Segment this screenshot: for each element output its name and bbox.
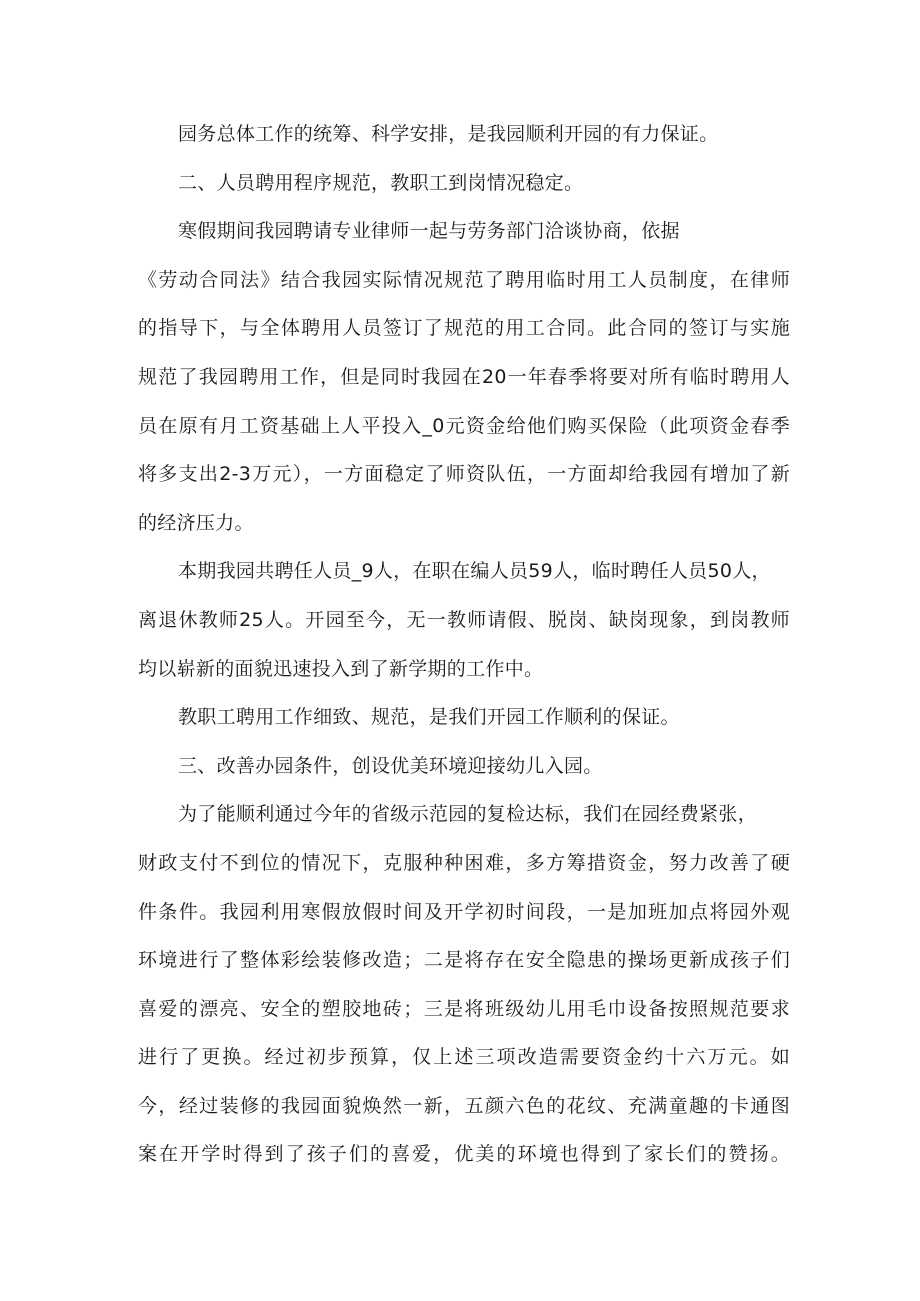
text-line: 的经济压力。	[138, 511, 254, 534]
text-line: 离退休教师25人。开园至今，无一教师请假、脱岗、缺岗现象，到岗教师	[138, 608, 790, 631]
text-line: 进行了更换。经过初步预算，仅上述三项改造需要资金约十六万元。如	[138, 1046, 790, 1069]
text-line: 均以崭新的面貌迅速投入到了新学期的工作中。	[138, 657, 544, 680]
section-heading-2: 二、人员聘用程序规范，教职工到岗情况稳定。	[178, 171, 584, 194]
document-body	[138, 110, 790, 1179]
text-line: 本期我园共聘任人员_9人，在职在编人员59人，临时聘任人员50人，	[178, 560, 771, 583]
text-line: 的指导下，与全体聘用人员签订了规范的用工合同。此合同的签订与实施	[138, 317, 790, 340]
text-line: 件条件。我园利用寒假放假时间及开学初时间段，一是加班加点将园外观	[138, 900, 790, 923]
text-line: 喜爱的漂亮、安全的塑胶地砖；三是将班级幼儿用毛巾设备按照规范要求	[138, 997, 790, 1020]
section-heading-3: 三、改善办园条件，创设优美环境迎接幼儿入园。	[178, 754, 603, 777]
text-line: 员在原有月工资基础上人平投入_0元资金给他们购买保险（此项资金春季	[138, 414, 790, 437]
text-line: 为了能顺利通过今年的省级示范园的复检达标，我们在园经费紧张，	[178, 803, 758, 826]
text-line: 园务总体工作的统筹、科学安排，是我园顺利开园的有力保证。	[178, 123, 719, 145]
text-line: 财政支付不到位的情况下，克服种种困难，多方筹措资金，努力改善了硬	[138, 851, 790, 874]
text-line: 寒假期间我园聘请专业律师一起与劳务部门洽谈协商，依据	[178, 220, 680, 243]
text-line: 将多支出2-3万元），一方面稳定了师资队伍，一方面却给我园有增加了新	[138, 463, 790, 486]
text-line: 《劳动合同法》结合我园实际情况规范了聘用临时用工人员制度，在律师	[138, 268, 790, 291]
text-line: 教职工聘用工作细致、规范，是我们开园工作顺利的保证。	[178, 706, 680, 729]
text-line: 环境进行了整体彩绘装修改造；二是将存在安全隐患的操场更新成孩子们	[138, 949, 790, 972]
text-line: 案在开学时得到了孩子们的喜爱，优美的环境也得到了家长们的赞扬。	[138, 1143, 790, 1166]
text-line: 规范了我园聘用工作，但是同时我园在20一年春季将要对所有临时聘用人	[138, 365, 790, 388]
text-line: 今，经过装修的我园面貌焕然一新，五颜六色的花纹、充满童趣的卡通图	[138, 1094, 790, 1117]
